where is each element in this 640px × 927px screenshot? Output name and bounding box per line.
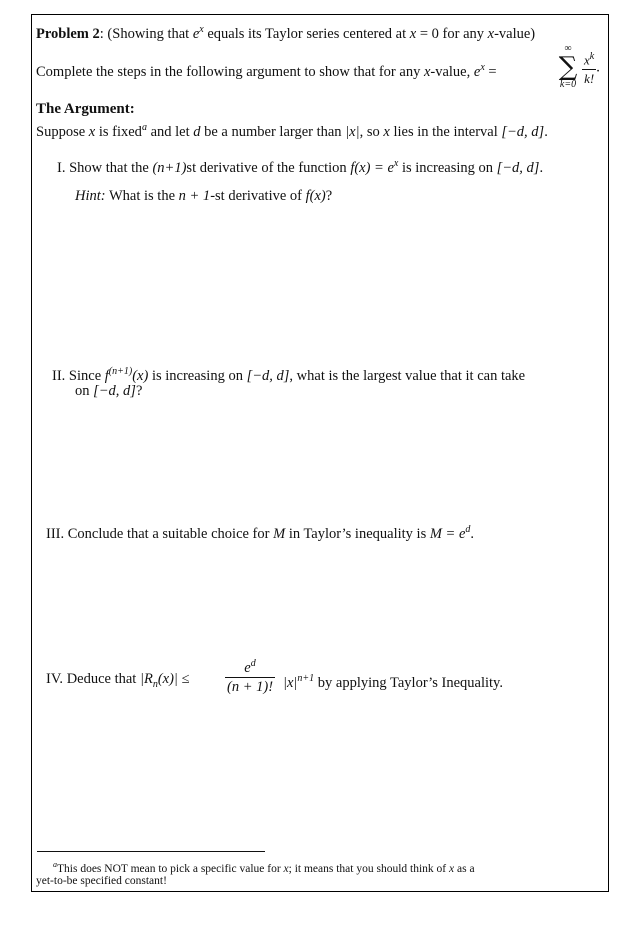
step-ii-line2: on [−d, d]? [75,383,143,399]
series-fraction: $\frac{x^k}{k!}$ . [582,48,600,88]
step-i-hint: Hint: What is the n + 1-st derivative of f(x)? [75,188,333,204]
step-i-numeral: I. [57,159,66,176]
remainder-fraction: $\frac{e^d}{(n + 1)!}$ [225,655,275,696]
footnote-rule [37,851,265,852]
intro-text-b: -value, [430,63,474,80]
step-i: I. Show that the (n+1)st derivative of the function $f(x) = e^x$ is increasing on [−d, d]. [57,158,544,176]
intro-line: Complete the steps in the following argument to show that for any x-value, $e^x$ = [36,62,497,80]
argument-paragraph: Suppose x is fixed$^a$ and let d be a number larger than |x|, so x lies in the interval [−d, d]. [36,122,548,140]
math-e: e [192,25,200,42]
sigma-bottom: k=0 [559,79,577,90]
step-ii: II. Since $f^{(n+1)}(x)$ is increasing on [−d, d], what is the largest value that it can take [52,366,526,384]
problem-title-line [36,21,535,43]
step-iii-numeral: III. [46,525,65,542]
footnote-line1: $^a$This does NOT mean to pick a specific value for x; it means that you should think of x as a [53,860,475,875]
step-iii: III. Conclude that a suitable choice for M in Taylor’s inequality is $M = e^d$. [46,524,475,542]
math-x-2: x [487,25,495,42]
intro-text: Complete the steps in the following argument to show that for any [36,63,424,80]
problem-colon: : [99,25,104,42]
footnote-line2: yet-to-be specified constant! [36,875,167,887]
subtitle-part-d: -value) [494,25,536,42]
step-ii-numeral: II. [52,367,66,384]
sigma-block [558,44,578,90]
series-num: $x^k$ [582,48,596,70]
step-iv: IV. Deduce that $|R_n(x)|$ ≤ [46,671,190,690]
hint-label: Hint: [75,188,106,204]
intro-x: x [423,63,431,80]
sigma-symbol: ∑ [558,52,578,82]
problem-frame [31,14,609,892]
intro-e: e [473,63,481,80]
argument-heading: The Argument: [36,101,135,117]
math-x-sup: x [199,24,204,35]
math-eq0: = 0 [416,25,439,42]
problem-label: Problem 2 [36,25,100,42]
subtitle-part-c: for any [438,25,488,42]
subtitle-part-a: (Showing that [107,25,193,42]
sigma-top: ∞ [564,43,572,54]
step-iv-numeral: IV. [46,671,64,687]
intro-e-sup: x [480,62,485,73]
math-x: x [409,25,417,42]
step-iv-tail: $|x|^{n+1}$ by applying Taylor’s Inequality. [283,673,503,691]
footnote-ref: a [141,122,147,133]
series-den: k! [584,71,595,87]
subtitle-part-b: equals its Taylor series centered at [203,25,410,42]
